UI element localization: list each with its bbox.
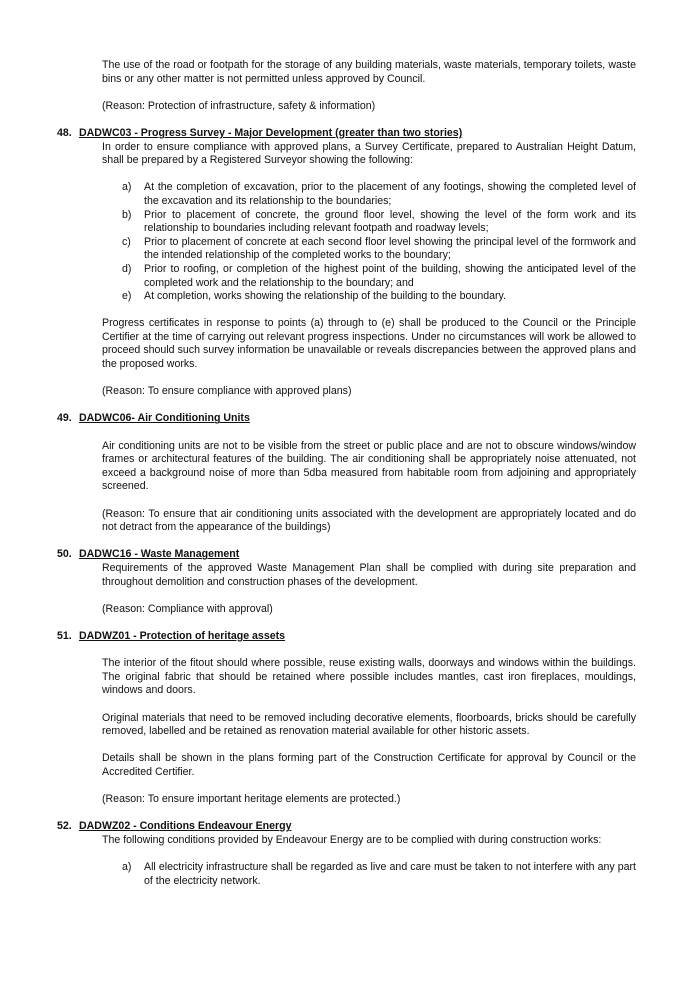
- condition-title: DADWC16 - Waste Management: [79, 548, 240, 561]
- condition-title: DADWC06- Air Conditioning Units: [79, 412, 250, 425]
- condition-heading-51: [57, 630, 636, 644]
- condition-number: 52.: [57, 820, 72, 833]
- condition-heading-48: [57, 127, 636, 141]
- condition-title: DADWC03 - Progress Survey - Major Development (greater than two stories): [79, 126, 463, 139]
- condition-number: 51.: [57, 629, 72, 642]
- list-item: [122, 236, 636, 263]
- condition-reason: (Reason: To ensure that air conditioning units associated with the development are appropriately located and do not detract from the appearance of the buildings): [102, 507, 636, 534]
- condition-number: 48.: [57, 126, 72, 139]
- list-item-label: c): [122, 235, 131, 248]
- condition-paragraph: Original materials that need to be removed including decorative elements, floorboards, bricks should be carefully removed, labelled and be retained as renovation material available for other historic assets.: [102, 711, 636, 738]
- condition-paragraph: Requirements of the approved Waste Management Plan shall be complied with during site preparation and throughout demolition and construction phases of the development.: [102, 561, 636, 588]
- condition-title: DADWZ01 - Protection of heritage assets: [79, 629, 286, 642]
- condition-reason: (Reason: To ensure compliance with approved plans): [102, 385, 352, 398]
- condition-number: 49.: [57, 412, 72, 425]
- list-item: [122, 209, 636, 236]
- list-item-label: d): [122, 262, 132, 275]
- list-item-label: a): [122, 861, 132, 874]
- condition-heading-49: [57, 412, 636, 426]
- list-item-text: Prior to placement of concrete at each second floor level showing the principal level of the formwork and the intended relationship of the completed works to the boundary;: [144, 235, 636, 262]
- condition-reason: (Reason: Compliance with approval): [102, 602, 273, 615]
- condition-lead: The following conditions provided by Endeavour Energy are to be complied with during construction works:: [102, 833, 602, 846]
- list-item-text: Prior to roofing, or completion of the highest point of the building, showing the anticipated level of the completed work and the relationship to the boundary; and: [144, 262, 636, 289]
- list-item-label: b): [122, 208, 132, 221]
- condition-paragraph: Details shall be shown in the plans forming part of the Construction Certificate for approval by Council or the Accredited Certifier.: [102, 752, 636, 778]
- list-item: [122, 290, 636, 304]
- list-item-text: Prior to placement of concrete, the ground floor level, showing the level of the form work and its relationship to boundaries including relevant footpath and roadway levels;: [144, 208, 636, 235]
- condition-heading-52: [57, 820, 636, 834]
- list-item: [122, 181, 636, 208]
- list-item: [122, 861, 636, 888]
- condition-title: DADWZ02 - Conditions Endeavour Energy: [79, 820, 292, 833]
- list-item-text: At completion, works showing the relationship of the building to the boundary.: [144, 290, 506, 303]
- list-item-label: a): [122, 181, 132, 194]
- condition-paragraph: The interior of the fitout should where possible, reuse existing walls, doorways and windows within the buildings. The original fabric that should be retained where possible includes mantles, cast iron fireplaces, mouldings, windows and doors.: [102, 657, 636, 697]
- list-item: [122, 263, 636, 290]
- condition-number: 50.: [57, 548, 72, 561]
- list-item-text: All electricity infrastructure shall be regarded as live and care must be taken to not interfere with any part of the electricity network.: [144, 861, 636, 887]
- condition-paragraph: Air conditioning units are not to be visible from the street or public place and are not to obscure windows/window frames or architectural features of the building. The air conditioning shall be appropriately noise attenuated, not exceed a background noise of more than 5dba measured from habitable room from adjoining and appropriately screened.: [102, 439, 636, 493]
- condition-lead: In order to ensure compliance with approved plans, a Survey Certificate, prepared to Australian Height Datum, shall be prepared by a Registered Surveyor showing the following:: [102, 140, 636, 167]
- intro-paragraph: The use of the road or footpath for the storage of any building materials, waste materials, temporary toilets, waste bins or any other matter is not permitted unless approved by Council.: [102, 59, 636, 85]
- condition-heading-50: [57, 548, 636, 562]
- intro-reason: (Reason: Protection of infrastructure, safety & information): [102, 99, 376, 112]
- list-item-label: e): [122, 290, 132, 303]
- condition-reason: (Reason: To ensure important heritage elements are protected.): [102, 793, 401, 806]
- condition-list: [122, 861, 636, 888]
- condition-paragraph: Progress certificates in response to points (a) through to (e) shall be produced to the Council or the Principle Certifier at the time of carrying out relevant progress inspections. Under no circumstances will work be allowed to proceed should such survey information be unavailable or reveals discrepancies between the approved plans and the proposed works.: [102, 317, 636, 371]
- list-item-text: At the completion of excavation, prior to the placement of any footings, showing the completed level of the excavation and its relationship to the boundaries;: [144, 181, 636, 207]
- condition-list: [122, 181, 636, 303]
